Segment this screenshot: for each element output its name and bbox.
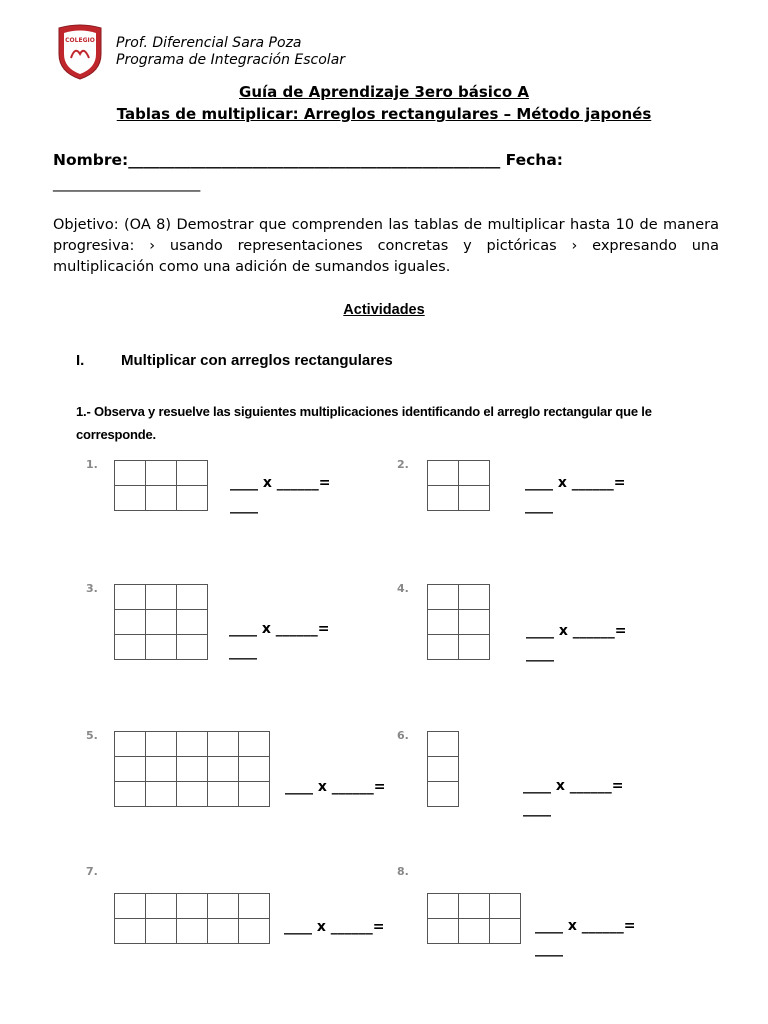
exercise-number: 1. (86, 458, 98, 471)
multiplication-blank: ____ x ______= (526, 623, 627, 639)
array-cell (146, 635, 177, 660)
array-cell (239, 919, 270, 944)
logo-text: COLEGIO (65, 37, 95, 44)
answer-blank (284, 916, 385, 939)
array-cell (428, 585, 459, 610)
array-cell (115, 732, 146, 757)
array-cell (115, 782, 146, 807)
section-numeral: I. (76, 352, 85, 369)
array-cell (146, 732, 177, 757)
exercise-number: 2. (397, 458, 409, 471)
array-cell (115, 757, 146, 782)
array-cell (459, 919, 490, 944)
array-cell (428, 486, 459, 511)
school-logo (57, 24, 103, 80)
answer-blank (229, 618, 330, 664)
array-cell (115, 461, 146, 486)
guide-subtitle: Tablas de multiplicar: Arreglos rectangulares – Método japonés (116, 105, 652, 123)
array-cell (115, 585, 146, 610)
array-cell (459, 486, 490, 511)
array-cell (459, 610, 490, 635)
array-cell (177, 894, 208, 919)
name-date-line: Nombre:________________________________________________ Fecha: (53, 151, 563, 169)
array-cell (428, 635, 459, 660)
multiplication-blank: ____ x ______= (523, 778, 624, 794)
array-cell (490, 894, 521, 919)
answer-blank (230, 472, 331, 518)
array-cell (428, 610, 459, 635)
array-cell (428, 732, 459, 757)
array-cell (428, 461, 459, 486)
result-blank: ____ (523, 801, 551, 817)
array-cell (115, 635, 146, 660)
exercise-number: 7. (86, 865, 98, 878)
array-cell (239, 732, 270, 757)
array-cell (459, 461, 490, 486)
result-blank: ____ (229, 644, 257, 660)
answer-blank (525, 472, 626, 518)
array-cell (459, 894, 490, 919)
exercise-number: 3. (86, 582, 98, 595)
array-cell (208, 919, 239, 944)
date-blank: ___________________ (53, 174, 201, 192)
array-cell (177, 610, 208, 635)
array-cell (177, 635, 208, 660)
array-cell (177, 486, 208, 511)
multiplication-blank: ____ x ______= (284, 919, 385, 935)
answer-blank (523, 775, 624, 821)
multiplication-blank: ____ x ______= (535, 918, 636, 934)
exercise-number: 5. (86, 729, 98, 742)
array-cell (177, 585, 208, 610)
result-blank: ____ (526, 646, 554, 662)
answer-blank (535, 915, 636, 961)
multiplication-blank: ____ x ______= (285, 779, 386, 795)
array-cell (428, 919, 459, 944)
array-cell (177, 782, 208, 807)
array-cell (208, 894, 239, 919)
array-cell (146, 894, 177, 919)
array-cell (115, 894, 146, 919)
array-cell (115, 486, 146, 511)
guide-title: Guía de Aprendizaje 3ero básico A (239, 83, 529, 101)
array-cell (177, 732, 208, 757)
rectangular-array (114, 731, 270, 807)
array-cell (208, 757, 239, 782)
result-blank: ____ (525, 498, 553, 514)
array-cell (146, 757, 177, 782)
array-cell (459, 635, 490, 660)
teacher-name: Prof. Diferencial Sara Poza (116, 35, 302, 51)
multiplication-blank: ____ x ______= (229, 621, 330, 637)
array-cell (146, 610, 177, 635)
exercise-number: 6. (397, 729, 409, 742)
instruction-text: 1.- Observa y resuelve las siguientes multiplicaciones identificando el arreglo rectangular que le corresponde. (76, 404, 652, 442)
answer-blank (285, 776, 386, 799)
array-cell (208, 782, 239, 807)
multiplication-blank: ____ x ______= (230, 475, 331, 491)
multiplication-blank: ____ x ______= (525, 475, 626, 491)
array-cell (146, 461, 177, 486)
array-cell (239, 782, 270, 807)
array-cell (115, 610, 146, 635)
section-title: Multiplicar con arreglos rectangulares (121, 352, 393, 369)
program-name: Programa de Integración Escolar (116, 52, 346, 68)
array-cell (428, 757, 459, 782)
array-cell (239, 894, 270, 919)
result-blank: ____ (535, 941, 563, 957)
array-cell (177, 461, 208, 486)
rectangular-array (114, 460, 208, 511)
array-cell (115, 919, 146, 944)
array-cell (177, 757, 208, 782)
array-cell (146, 919, 177, 944)
objective-text: Objetivo: (OA 8) Demostrar que comprenden las tablas de multiplicar hasta 10 de manera progresiva: › usando representaciones concretas y pictóricas › expresando una multiplicación como una adición de sumandos iguales. (53, 217, 719, 275)
array-cell (459, 585, 490, 610)
array-cell (428, 782, 459, 807)
array-cell (146, 782, 177, 807)
rectangular-array (427, 893, 521, 944)
array-cell (208, 732, 239, 757)
array-cell (239, 757, 270, 782)
rectangular-array (427, 584, 490, 660)
activities-heading: Actividades (343, 302, 425, 318)
array-cell (490, 919, 521, 944)
array-cell (428, 894, 459, 919)
rectangular-array (427, 731, 459, 807)
exercise-number: 4. (397, 582, 409, 595)
exercise-number: 8. (397, 865, 409, 878)
array-cell (146, 585, 177, 610)
rectangular-array (114, 893, 270, 944)
rectangular-array (427, 460, 490, 511)
answer-blank (526, 620, 627, 666)
result-blank: ____ (230, 498, 258, 514)
array-cell (146, 486, 177, 511)
rectangular-array (114, 584, 208, 660)
array-cell (177, 919, 208, 944)
